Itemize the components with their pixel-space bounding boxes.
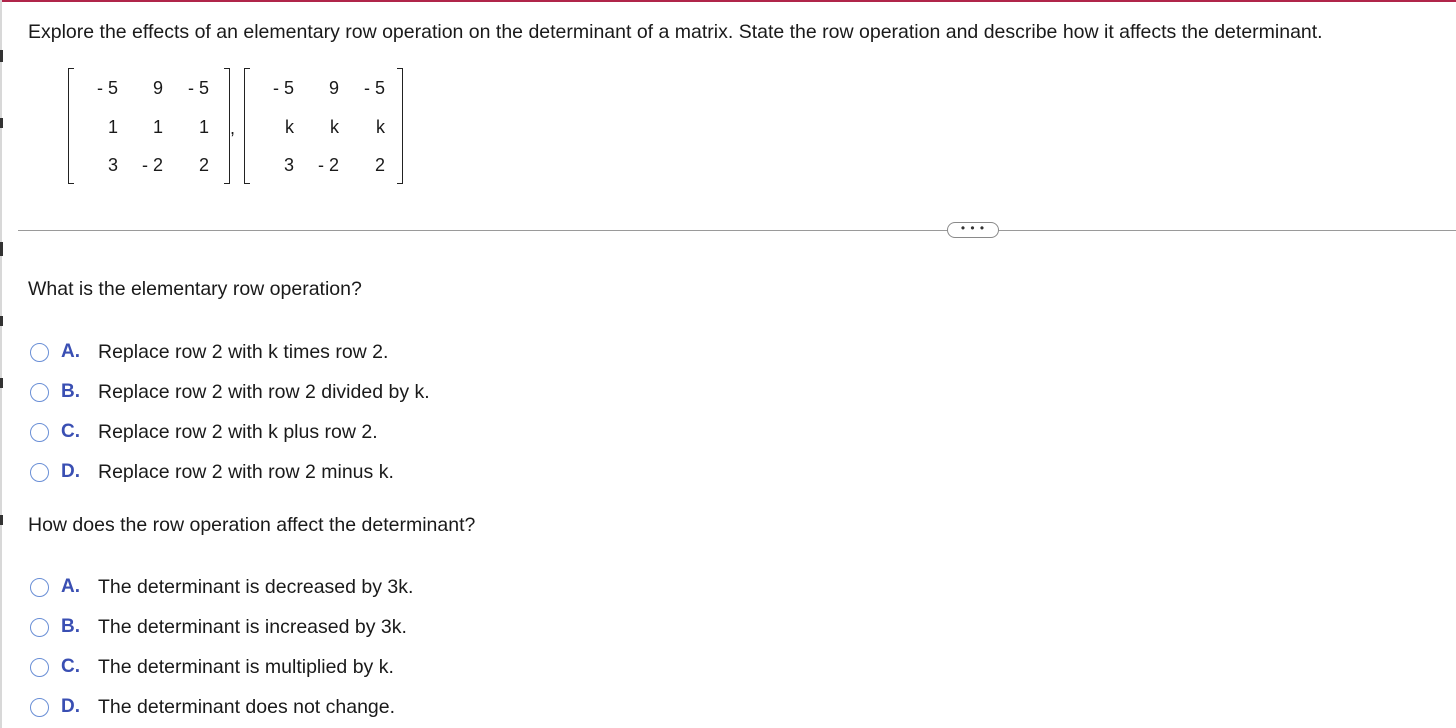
radio-button[interactable] <box>30 698 49 717</box>
part1-question: What is the elementary row operation? <box>28 278 362 300</box>
matrix-cell: 3 <box>107 155 118 175</box>
matrix-cell: - 2 <box>317 155 339 175</box>
option-letter: A. <box>61 341 80 362</box>
matrix-cell: - 5 <box>187 78 209 98</box>
matrix-cell: - 5 <box>272 78 294 98</box>
part1-option-b[interactable] <box>30 380 430 404</box>
matrix-left-bracket <box>244 68 250 184</box>
option-text: Replace row 2 with k plus row 2. <box>98 420 378 443</box>
left-edge-mark <box>0 118 3 128</box>
part1-option-d[interactable] <box>30 460 394 484</box>
matrix-cell: 3 <box>283 155 294 175</box>
option-text: Replace row 2 with k times row 2. <box>98 340 389 363</box>
radio-button[interactable] <box>30 578 49 597</box>
matrix-cell: 9 <box>328 78 339 98</box>
top-accent-rule <box>0 0 1456 2</box>
radio-button[interactable] <box>30 463 49 482</box>
option-text: Replace row 2 with row 2 divided by k. <box>98 380 430 403</box>
left-edge-mark <box>0 316 3 326</box>
matrix-cell: k <box>285 117 294 137</box>
radio-button[interactable] <box>30 383 49 402</box>
matrix-separator: , <box>230 118 236 138</box>
question-prompt: Explore the effects of an elementary row operation on the determinant of a matrix. State the row operation and describe how it affects the determinant. <box>28 21 1323 43</box>
left-edge-mark <box>0 242 3 256</box>
part1-option-a[interactable] <box>30 340 388 364</box>
option-letter: A. <box>61 576 80 597</box>
matrix-cell: k <box>376 117 385 137</box>
matrix-cell: - 2 <box>141 155 163 175</box>
matrix-transformed <box>244 68 403 184</box>
part2-option-d[interactable] <box>30 695 395 719</box>
radio-button[interactable] <box>30 618 49 637</box>
part2-option-b[interactable] <box>30 615 407 639</box>
option-letter: B. <box>61 616 80 637</box>
matrix-cell: 2 <box>374 155 385 175</box>
matrix-cell: 9 <box>152 78 163 98</box>
option-text: The determinant is increased by 3k. <box>98 615 407 638</box>
option-text: Replace row 2 with row 2 minus k. <box>98 460 394 483</box>
left-edge-mark <box>0 515 3 525</box>
option-letter: C. <box>61 421 80 442</box>
matrix-cell: 1 <box>152 117 163 137</box>
option-letter: C. <box>61 656 80 677</box>
more-options-button[interactable]: • • • <box>947 222 999 238</box>
radio-button[interactable] <box>30 423 49 442</box>
part1-option-c[interactable] <box>30 420 378 444</box>
option-letter: D. <box>61 696 80 717</box>
left-edge-mark <box>0 50 3 62</box>
radio-button[interactable] <box>30 658 49 677</box>
part2-option-c[interactable] <box>30 655 394 679</box>
matrix-cell: 1 <box>107 117 118 137</box>
option-letter: D. <box>61 461 80 482</box>
matrix-original <box>68 68 230 184</box>
matrix-cell: 2 <box>198 155 209 175</box>
matrix-cell: k <box>330 117 339 137</box>
matrix-cell: - 5 <box>363 78 385 98</box>
matrix-right-bracket <box>397 68 403 184</box>
option-text: The determinant is multiplied by k. <box>98 655 394 678</box>
matrix-cell: 1 <box>198 117 209 137</box>
matrix-cell: - 5 <box>96 78 118 98</box>
option-letter: B. <box>61 381 80 402</box>
section-divider <box>18 230 1456 231</box>
left-edge-mark <box>0 378 3 388</box>
part2-question: How does the row operation affect the determinant? <box>28 514 476 536</box>
part2-option-a[interactable] <box>30 575 413 599</box>
left-panel-edge <box>0 0 2 728</box>
option-text: The determinant is decreased by 3k. <box>98 575 414 598</box>
option-text: The determinant does not change. <box>98 695 396 718</box>
radio-button[interactable] <box>30 343 49 362</box>
matrix-left-bracket <box>68 68 74 184</box>
